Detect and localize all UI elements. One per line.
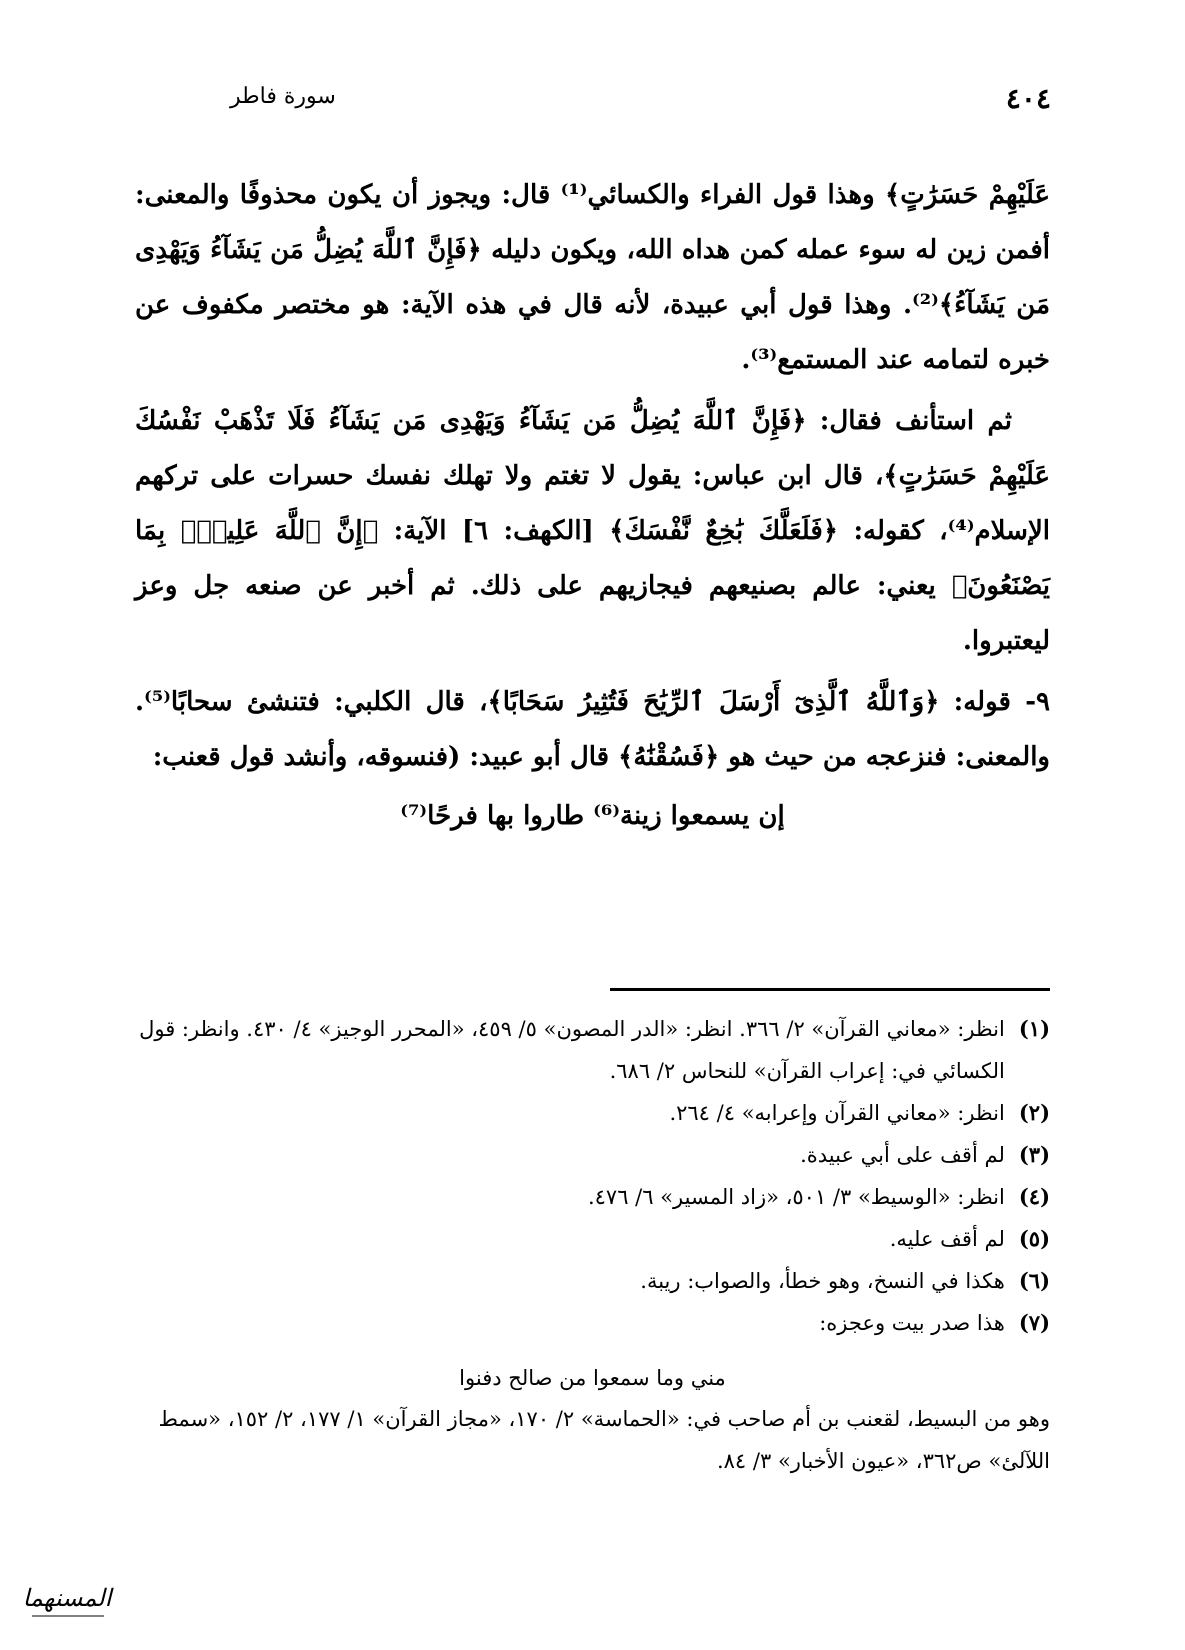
footnote-text: انظر: «معاني القرآن وإعرابه» ٤/ ٢٦٤. [669, 1101, 1005, 1125]
footnote-separator [610, 988, 1050, 991]
footnote [135, 1218, 1050, 1260]
footnote-text: انظر: «الوسيط» ٣/ ٥٠١، «زاد المسير» ٦/ ٤٧٦. [587, 1185, 1005, 1209]
footnote-number: (٣) [1018, 1142, 1050, 1167]
footnote [135, 1092, 1050, 1134]
footnote-text: هكذا في النسخ، وهو خطأ، والصواب: ريبة. [640, 1269, 1005, 1293]
footnote-number: (٦) [1018, 1268, 1050, 1293]
page-header [190, 78, 1051, 118]
footnote [135, 1176, 1050, 1218]
footnote-number: (٢) [1018, 1100, 1050, 1125]
poem-line: مني وما سمعوا من صالح دفنوا [459, 1366, 726, 1390]
footnote-number: (٤) [1018, 1184, 1050, 1209]
footnote [135, 1134, 1050, 1176]
footnote [135, 1008, 1050, 1092]
svg-text:المسنهما: المسنهما [22, 1584, 112, 1612]
footnote-number: (١) [1018, 1016, 1050, 1041]
footnote-number: (٧) [1018, 1310, 1050, 1335]
footnotes [135, 1008, 1050, 1482]
footnote-text: لم أقف على أبي عبيدة. [800, 1143, 1005, 1167]
closing-note: وهو من البسيط، لقعنب بن أم صاحب في: «الحماسة» ٢/ ١٧٠، «مجاز القرآن» ١/ ١٧٧، ٢/ ١٥٢، «سمط اللآلئ» ص٣٦٢، «عيون الأخبار» ٣/ ٨٤. [158, 1407, 1050, 1473]
footnote-text: انظر: «معاني القرآن» ٢/ ٣٦٦. انظر: «الدر المصون» ٥/ ٤٥٩، «المحرر الوجيز» ٤/ ٤٣٠. وانظر: قول الكسائي في: إعراب القرآن» للنحاس ٢/ ٦٨٦. [139, 1017, 1005, 1083]
paragraph: ثم استأنف فقال: ﴿فَإِنَّ ٱللَّهَ يُضِلُّ مَن يَشَآءُ وَيَهْدِى مَن يَشَآءُ فَلَا تَذْهَبْ نَفْسُكَ عَلَيْهِمْ حَسَرَٰتٍ﴾، قال ابن عباس: يقول لا تغتم ولا تهلك نفسك حسرات على تركهم الإسلام⁽⁴⁾، كقوله: ﴿فَلَعَلَّكَ بَٰخِعٌ نَّفْسَكَ﴾ [الكهف: ٦] الآية: ﴿إِنَّ ٱللَّهَ عَلِيمٌۢ بِمَا يَصْنَعُونَ﴾ يعني: عالم بصنيعهم فيجازيهم على ذلك. ثم أخبر عن صنعه جل وعز ليعتبروا. [135, 406, 1051, 656]
footnote-text: هذا صدر بيت وعجزه: [819, 1311, 1005, 1335]
paragraph: عَلَيْهِمْ حَسَرَٰتٍ﴾ وهذا قول الفراء والكسائي⁽¹⁾ قال: ويجوز أن يكون محذوفًا والمعنى: أفمن زين له سوء عمله كمن هداه الله، ويكون دليله ﴿فَإِنَّ ٱللَّهَ يُضِلُّ مَن يَشَآءُ وَيَهْدِى مَن يَشَآءُ﴾⁽²⁾. وهذا قول أبي عبيدة، لأنه قال في هذه الآية: هو مختصر مكفوف عن خبره لتمامه عند المستمع⁽³⁾. [135, 180, 1051, 375]
footnote [135, 1260, 1050, 1302]
publisher-logo [12, 1570, 122, 1630]
paragraph: ٩- قوله: ﴿وَٱللَّهُ ٱلَّذِىٓ أَرْسَلَ ٱلرِّيَٰحَ فَتُثِيرُ سَحَابًا﴾، قال الكلبي: فتنشئ سحابًا⁽⁵⁾. والمعنى: فنزعجه من حيث هو ﴿فَسُقْنَٰهُ﴾ قال أبو عبيد: (فنسوقه، وأنشد قول قعنب: [135, 687, 1050, 772]
page-number: ٤٠٤ [1005, 82, 1051, 115]
footnote-number: (٥) [1018, 1226, 1050, 1251]
footnote-text: لم أقف عليه. [889, 1227, 1005, 1251]
verse-line: إن يسمعوا زينة⁽⁶⁾ طاروا بها فرحًا⁽⁷⁾ [400, 801, 785, 831]
footnote [135, 1302, 1050, 1344]
main-text [135, 168, 1050, 841]
surah-title: سورة فاطر [230, 84, 336, 109]
